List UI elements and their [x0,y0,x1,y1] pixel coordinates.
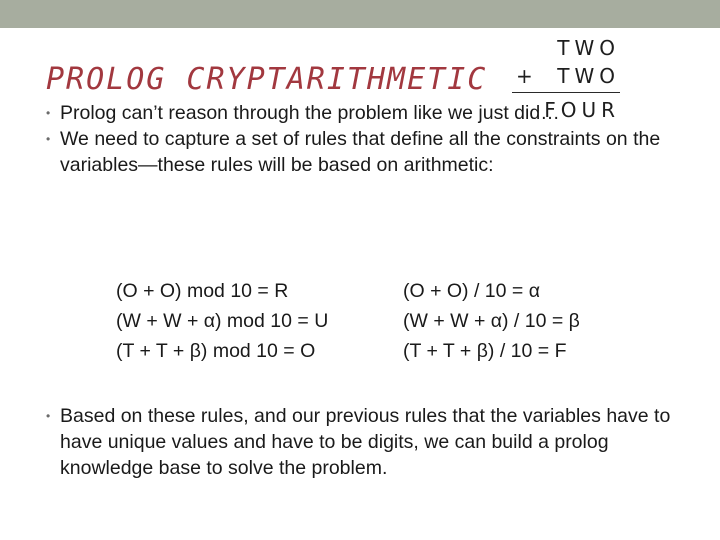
mod-rule: (T + T + β) mod 10 = O [116,340,316,362]
bullet-item [46,126,686,178]
puzzle-addend-1: TWO [557,36,620,60]
mod-rules-column [116,276,328,366]
puzzle-plus-sign: + [516,64,538,88]
puzzle-sum-line [512,92,620,93]
bullet-icon: • [46,409,51,423]
puzzle-addend-2: TWO [557,64,620,88]
bullet-list-bottom [46,403,686,481]
mod-rule: (W + W + α) mod 10 = U [116,310,329,332]
carry-rule: (T + T + β) / 10 = F [403,340,567,362]
bullet-icon: • [46,106,51,120]
bullet-list-top [46,100,686,178]
header-band [0,0,720,28]
carry-rule: (W + W + α) / 10 = β [403,310,580,332]
bullet-text: We need to capture a set of rules that define all the constraints on the variables—these rules will be based on arithmetic: [60,128,661,176]
bullet-item [46,403,686,481]
puzzle-sum: FOUR [544,98,620,122]
carry-rule: (O + O) / 10 = α [403,280,540,302]
bullet-item [46,100,686,126]
carry-rules-column [403,276,580,366]
slide-title: PROLOG CRYPTARITHMETIC [46,62,488,97]
bullet-text: Based on these rules, and our previous rules that the variables have to have unique values and have to be digits, we can build a prolog knowledge base to solve the problem. [60,405,671,479]
bullet-icon: • [46,132,51,146]
mod-rule: (O + O) mod 10 = R [116,280,289,302]
bullet-text: Prolog can’t reason through the problem like we just did… [60,102,560,124]
